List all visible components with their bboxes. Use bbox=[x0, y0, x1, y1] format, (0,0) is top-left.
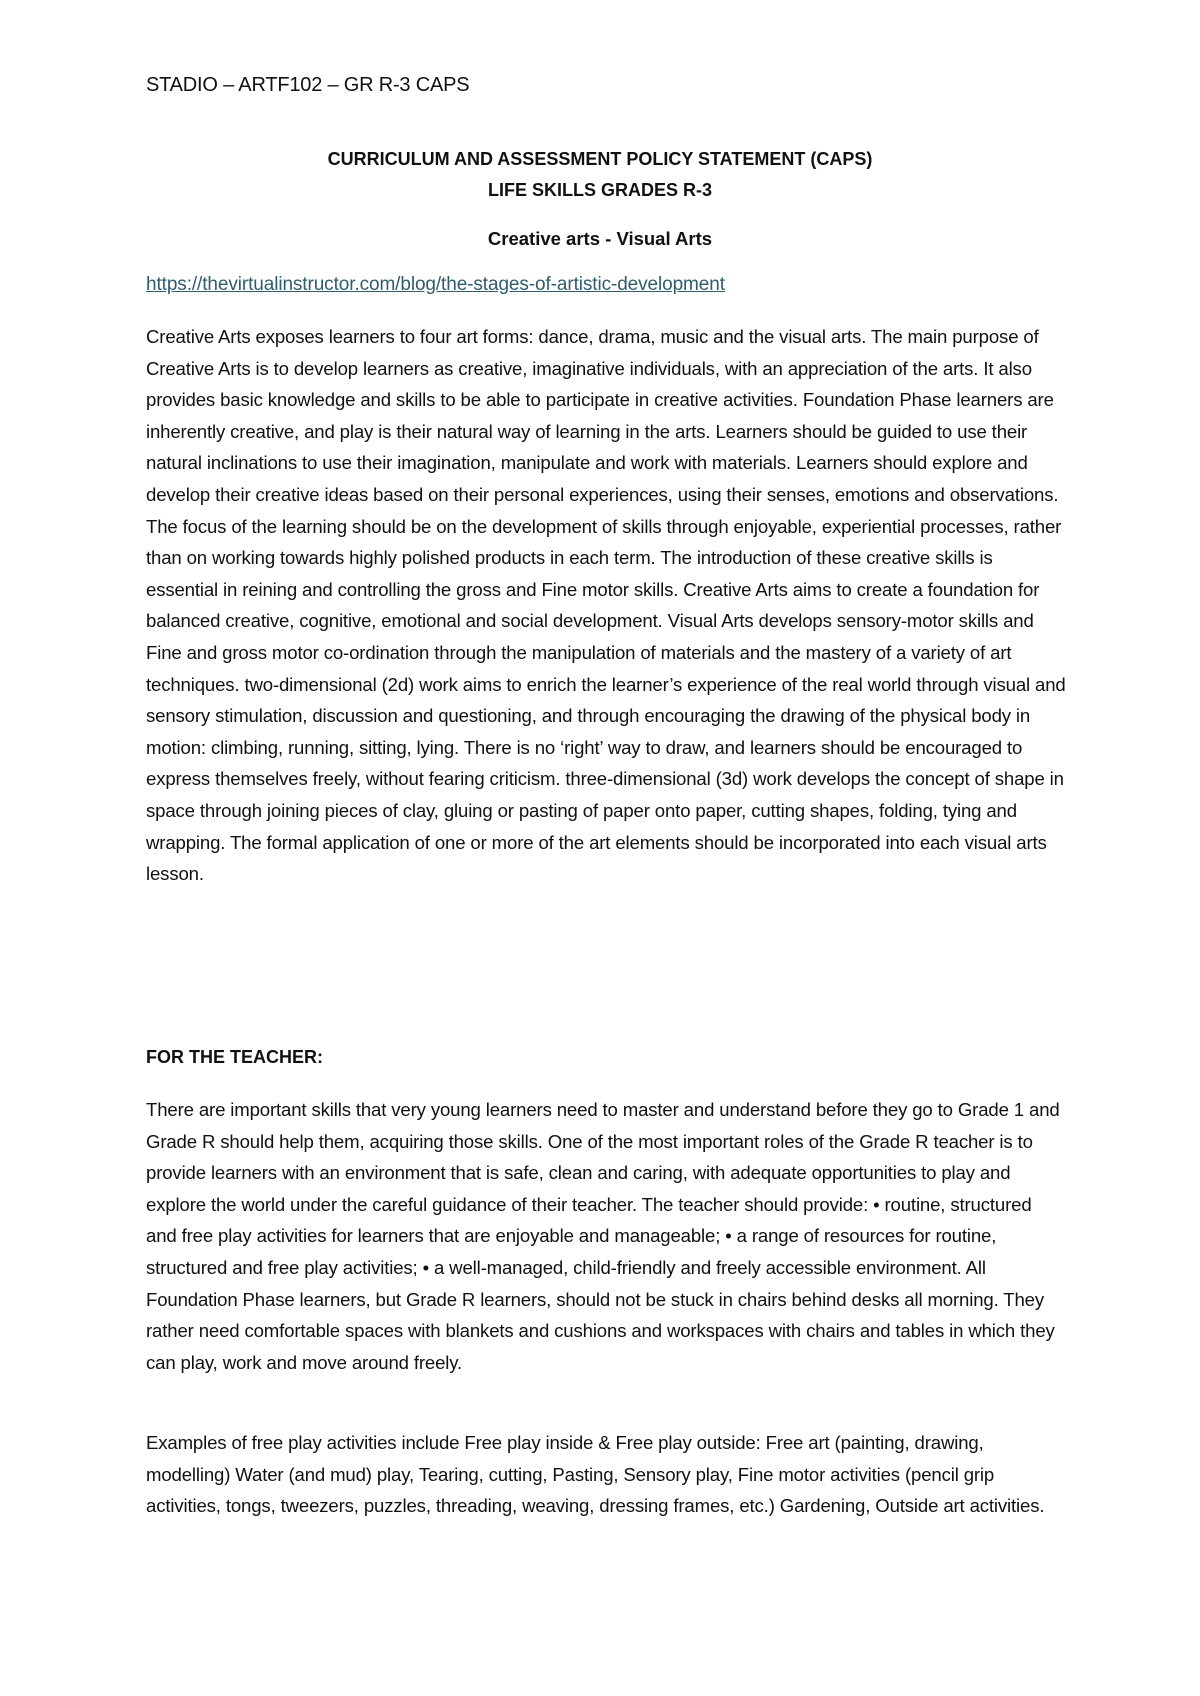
document-title: CURRICULUM AND ASSESSMENT POLICY STATEMENT (CAPS) bbox=[327, 149, 873, 169]
reference-link[interactable]: https://thevirtualinstructor.com/blog/the-stages-of-artistic-development bbox=[146, 274, 725, 295]
running-header: STADIO – ARTF102 – GR R-3 CAPS bbox=[146, 74, 470, 96]
section-title: Creative arts - Visual Arts bbox=[487, 228, 713, 249]
teacher-heading: FOR THE TEACHER: bbox=[146, 1047, 323, 1067]
paragraph-teacher: There are important skills that very young learners need to master and understand before they go to Grade 1 and Grade R should help them, acquiring those skills. One of the most important roles of the Grade R teacher is to provide learners with an environment that is safe, clean and caring, with adequate opportunities to play and explore the world under the careful guidance of their teacher. The teacher should provide: • routine, structured and free play activities for learners that are enjoyable and manageable; • a range of resources for routine, structured and free play activities; • a well-managed, child-friendly and freely accessible environment. All Foundation Phase learners, but Grade R learners, should not be stuck in chairs behind desks all morning. They rather need comfortable spaces with blankets and cushions and workspaces with chairs and tables in which they can play, work and move around freely. bbox=[146, 1099, 1060, 1373]
document-subtitle-grades: LIFE SKILLS GRADES R-3 bbox=[487, 180, 712, 200]
paragraph-creative-arts: Creative Arts exposes learners to four art forms: dance, drama, music and the visual arts. The main purpose of Creative Arts is to develop learners as creative, imaginative individuals, with an appreciation of the arts. It also provides basic knowledge and skills to be able to participate in creative activities. Foundation Phase learners are inherently creative, and play is their natural way of learning in the arts. Learners should be guided to use their natural inclinations to use their imagination, manipulate and work with materials. Learners should explore and develop their creative ideas based on their personal experiences, using their senses, emotions and observations. The focus of the learning should be on the development of skills through enjoyable, experiential processes, rather than on working towards highly polished products in each term. The introduction of these creative skills is essential in reining and controlling the gross and Fine motor skills. Creative Arts aims to create a foundation for balanced creative, cognitive, emotional and social development. Visual Arts develops sensory-motor skills and Fine and gross motor co-ordination through the manipulation of materials and the mastery of a variety of art techniques. two-dimensional (2d) work aims to enrich the learner’s experience of the real world through visual and sensory stimulation, discussion and questioning, and through encouraging the drawing of the physical body in motion: climbing, running, sitting, lying. There is no ‘right’ way to draw, and learners should be encouraged to express themselves freely, without fearing criticism. three-dimensional (3d) work develops the concept of shape in space through joining pieces of clay, gluing or pasting of paper onto paper, cutting shapes, folding, tying and wrapping. The formal application of one or more of the art elements should be incorporated into each visual arts lesson. bbox=[146, 326, 1066, 885]
paragraph-free-play: Examples of free play activities include Free play inside & Free play outside: Free art (painting, drawing, modelling) Water (and mud) play, Tearing, cutting, Pasting, Sensory play, Fine motor activities (pencil grip activities, tongs, tweezers, puzzles, threading, weaving, dressing frames, etc.) Gardening, Outside art activities. bbox=[146, 1432, 1045, 1517]
